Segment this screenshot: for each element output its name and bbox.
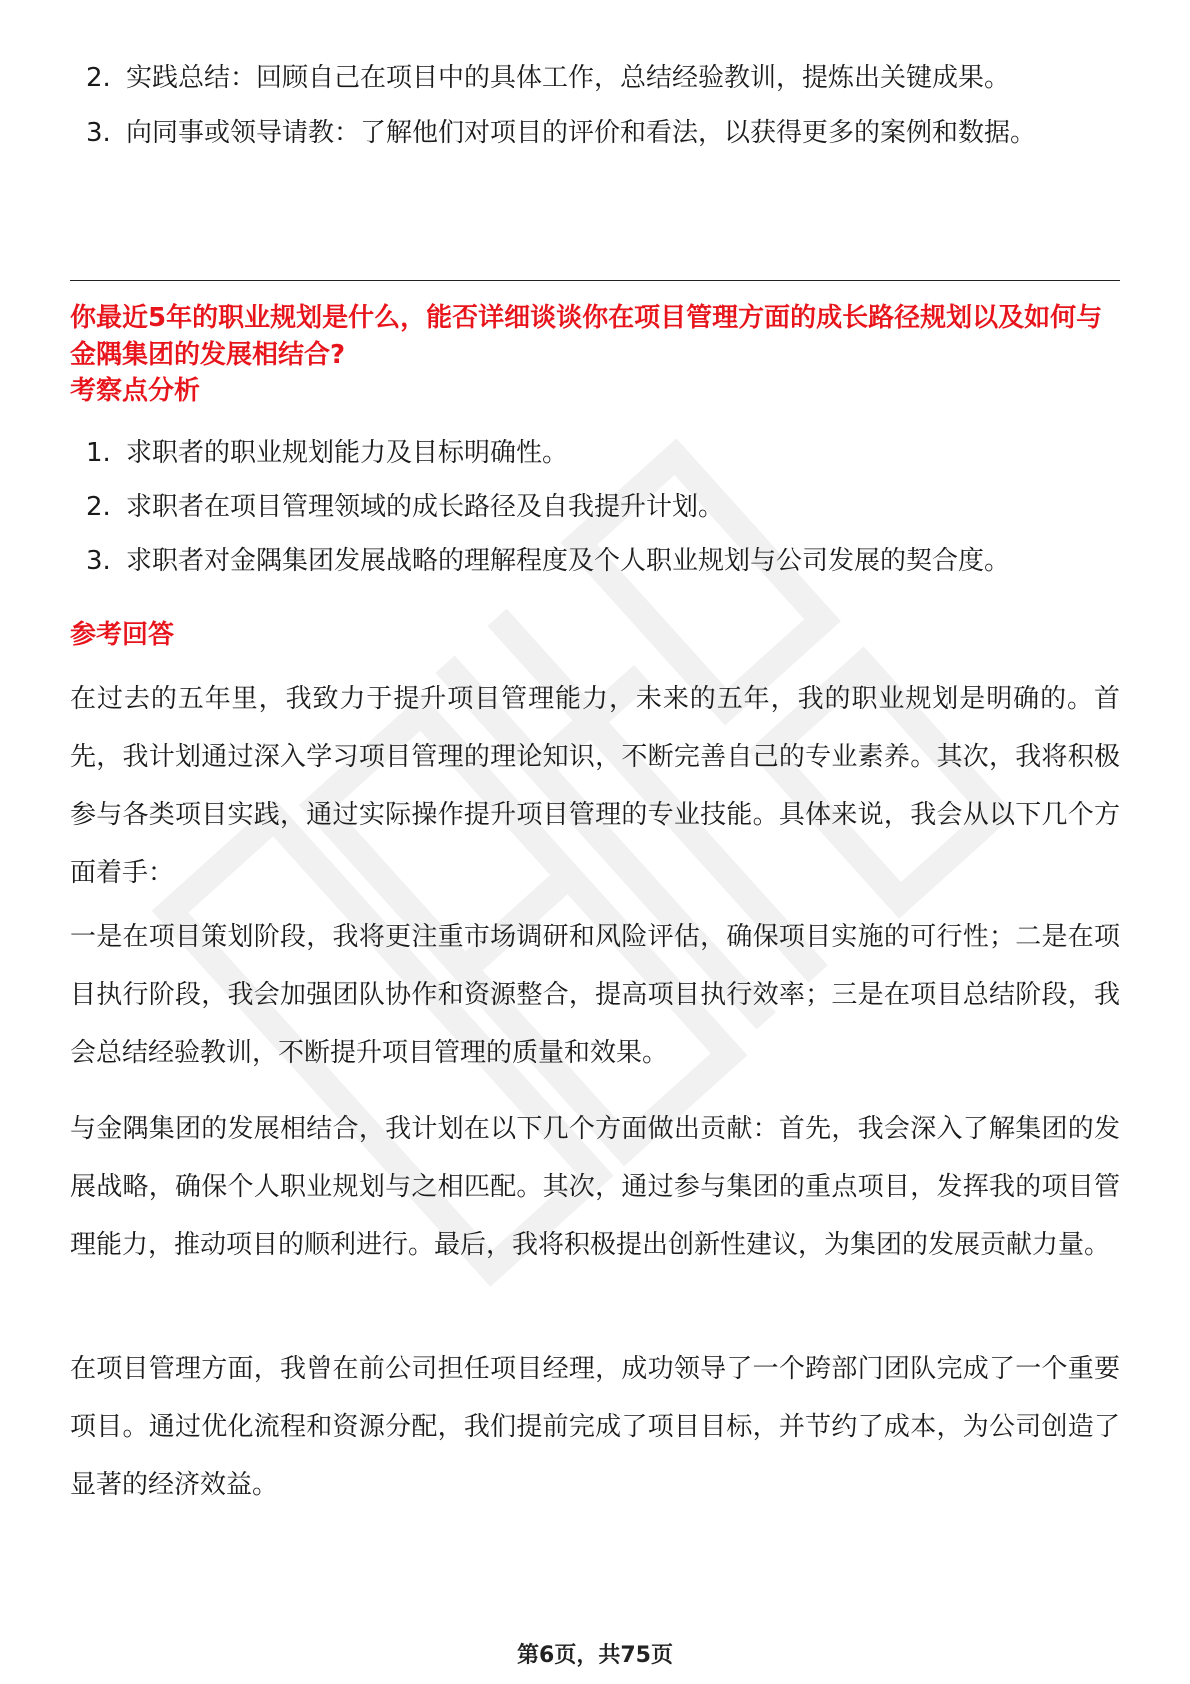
list-item-text: 求职者的职业规划能力及目标明确性。: [126, 438, 569, 468]
list-item-text: 求职者对金隅集团发展战略的理解程度及个人职业规划与公司发展的契合度。: [126, 546, 1011, 576]
answer-paragraph: 一是在项目策划阶段，我将更注重市场调研和风险评估，确保项目实施的可行性；二是在项目执行阶段，我会加强团队协作和资源整合，提高项目执行效率；三是在项目总结阶段，我会总结经验教训，不断提升项目管理的质量和效果。: [70, 922, 1120, 1068]
interview-question: 你最近5年的职业规划是什么，能否详细谈谈你在项目管理方面的成长路径规划以及如何与金隅集团的发展相结合?: [70, 303, 1103, 370]
list-item-text: 求职者在项目管理领域的成长路径及自我提升计划。: [126, 492, 725, 522]
list-item-number: 3.: [86, 118, 111, 148]
list-item-number: 3.: [86, 546, 111, 576]
answer-paragraph: 在过去的五年里，我致力于提升项目管理能力，未来的五年，我的职业规划是明确的。首先，我计划通过深入学习项目管理的理论知识，不断完善自己的专业素养。其次，我将积极参与各类项目实践，通过实际操作提升项目管理的专业技能。具体来说，我会从以下几个方面着手：: [70, 684, 1120, 888]
list-item-number: 2.: [86, 63, 111, 93]
analysis-heading: 考察点分析: [70, 376, 201, 406]
answer-paragraph: 在项目管理方面，我曾在前公司担任项目经理，成功领导了一个跨部门团队完成了一个重要项目。通过优化流程和资源分配，我们提前完成了项目目标，并节约了成本，为公司创造了显著的经济效益。: [70, 1354, 1120, 1500]
answer-paragraph: 与金隅集团的发展相结合，我计划在以下几个方面做出贡献：首先，我会深入了解集团的发展战略，确保个人职业规划与之相匹配。其次，通过参与集团的重点项目，发挥我的项目管理能力，推动项目的顺利进行。最后，我将积极提出创新性建议，为集团的发展贡献力量。: [70, 1114, 1120, 1260]
list-item-number: 1.: [86, 438, 111, 468]
list-item-text: 实践总结：回顾自己在项目中的具体工作，总结经验教训，提炼出关键成果。: [126, 63, 1011, 93]
page-number: 第6页，共75页: [517, 1643, 673, 1668]
list-item-text: 向同事或领导请教：了解他们对项目的评价和看法，以获得更多的案例和数据。: [126, 118, 1037, 148]
section-divider: [70, 280, 1120, 281]
answer-heading: 参考回答: [70, 620, 175, 650]
list-item-number: 2.: [86, 492, 111, 522]
